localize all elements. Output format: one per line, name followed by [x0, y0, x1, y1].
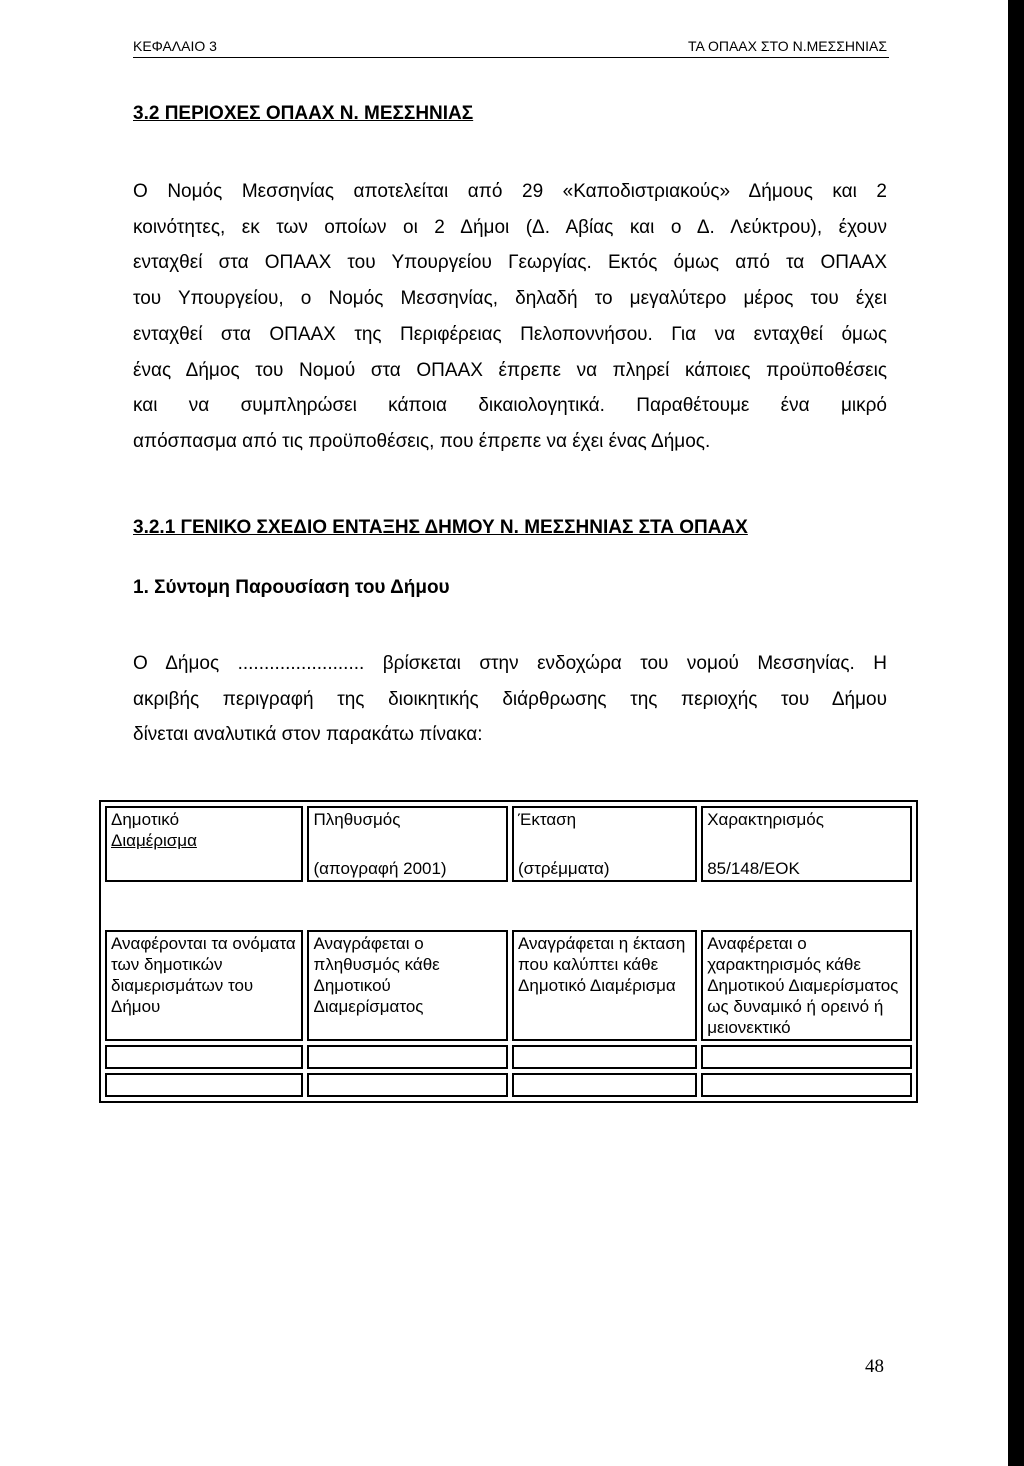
header-bottom: (απογραφή 2001)	[313, 859, 447, 878]
paragraph-line: ακριβής περιγραφή της διοικητικής διάρθρωσης της περιοχής του Δήμου	[133, 688, 887, 710]
header-top: Έκταση	[518, 810, 577, 829]
header-cell	[307, 806, 508, 882]
header-cell	[512, 806, 697, 882]
paragraph-line: του Υπουργείου, ο Νομός Μεσσηνίας, δηλαδή το μεγαλύτερο μέρος του έχει	[133, 288, 887, 310]
paragraph-line: κοινότητες, εκ των οποίων οι 2 Δήμοι (Δ. Αβίας και ο Δ. Λεύκτρου), έχουν	[133, 216, 887, 238]
table-spacer-row	[105, 886, 912, 926]
table-row	[105, 930, 912, 1041]
header-top: Δημοτικό	[111, 810, 180, 829]
table-cell: Αναφέρεται ο χαρακτηρισμός κάθε Δημοτικού Διαμερίσματος ως δυναμικό ή ορεινό ή μειονεκτικό	[701, 930, 912, 1041]
paragraph-line: Ο Νομός Μεσσηνίας αποτελείται από 29 «Καποδιστριακούς» Δήμους και 2	[133, 181, 887, 202]
header-top: Χαρακτηρισμός	[707, 810, 824, 829]
intro-paragraph	[133, 174, 887, 460]
paragraph-line: ενταχθεί στα ΟΠΑΑΧ της Περιφέρειας Πελοποννήσου. Για να ενταχθεί όμως	[133, 323, 887, 345]
paragraph-line: δίνεται αναλυτικά στον παρακάτω πίνακα:	[133, 724, 483, 746]
table-cell: Αναφέρονται τα ονόματα των δημοτικών διαμερισμάτων του Δήμου	[105, 930, 303, 1041]
paragraph-line: απόσπασμα από τις προϋποθέσεις, που έπρεπε να έχει ένας Δήμος.	[133, 430, 711, 452]
table-empty-row	[105, 1045, 912, 1069]
header-bottom: Διαμέρισμα	[111, 831, 197, 850]
table-header-row	[105, 806, 912, 882]
item-title: 1. Σύντομη Παρουσίαση του Δήμου	[133, 577, 450, 598]
subsection-title: 3.2.1 ΓΕΝΙΚΟ ΣΧΕΔΙΟ ΕΝΤΑΞΗΣ ΔΗΜΟΥ Ν. ΜΕΣΣΗΝΙΑΣ ΣΤΑ ΟΠΑΑΧ	[133, 517, 748, 538]
header-cell	[701, 806, 912, 882]
table-empty-row	[105, 1073, 912, 1097]
header-bottom: (στρέμματα)	[518, 859, 610, 878]
header-bottom: 85/148/ΕΟΚ	[707, 859, 800, 878]
page-number: 48	[865, 1356, 884, 1377]
paragraph-line: ένας Δήμος του Νομού στα ΟΠΑΑΧ έπρεπε να πληρεί κάποιες προϋποθέσεις	[133, 359, 887, 381]
paragraph-line: και να συμπληρώσει κάποια δικαιολογητικά. Παραθέτουμε ένα μικρό	[133, 395, 887, 417]
municipal-districts-table	[99, 800, 918, 1103]
header-top: Πληθυσμός	[313, 810, 401, 829]
presentation-paragraph	[133, 646, 887, 753]
header-cell	[105, 806, 303, 882]
header-rule	[133, 57, 889, 58]
table-cell: Αναγράφεται η έκταση που καλύπτει κάθε Δημοτικό Διαμέρισμα	[512, 930, 697, 1041]
section-title: 3.2 ΠΕΡΙΟΧΕΣ ΟΠΑΑΧ Ν. ΜΕΣΣΗΝΙΑΣ	[133, 103, 474, 124]
running-header-title: ΤΑ ΟΠΑΑΧ ΣΤΟ Ν.ΜΕΣΣΗΝΙΑΣ	[687, 38, 887, 54]
paragraph-line: ενταχθεί στα ΟΠΑΑΧ του Υπουργείου Γεωργίας. Εκτός όμως από τα ΟΠΑΑΧ	[133, 252, 887, 274]
table-cell: Αναγράφεται ο πληθυσμός κάθε Δημοτικού Διαμερίσματος	[307, 930, 508, 1041]
paragraph-line: Ο Δήμος ........................ βρίσκεται στην ενδοχώρα του νομού Μεσσηνίας. Η	[133, 653, 887, 674]
running-header-chapter: ΚΕΦΑΛΑΙΟ 3	[133, 38, 217, 54]
